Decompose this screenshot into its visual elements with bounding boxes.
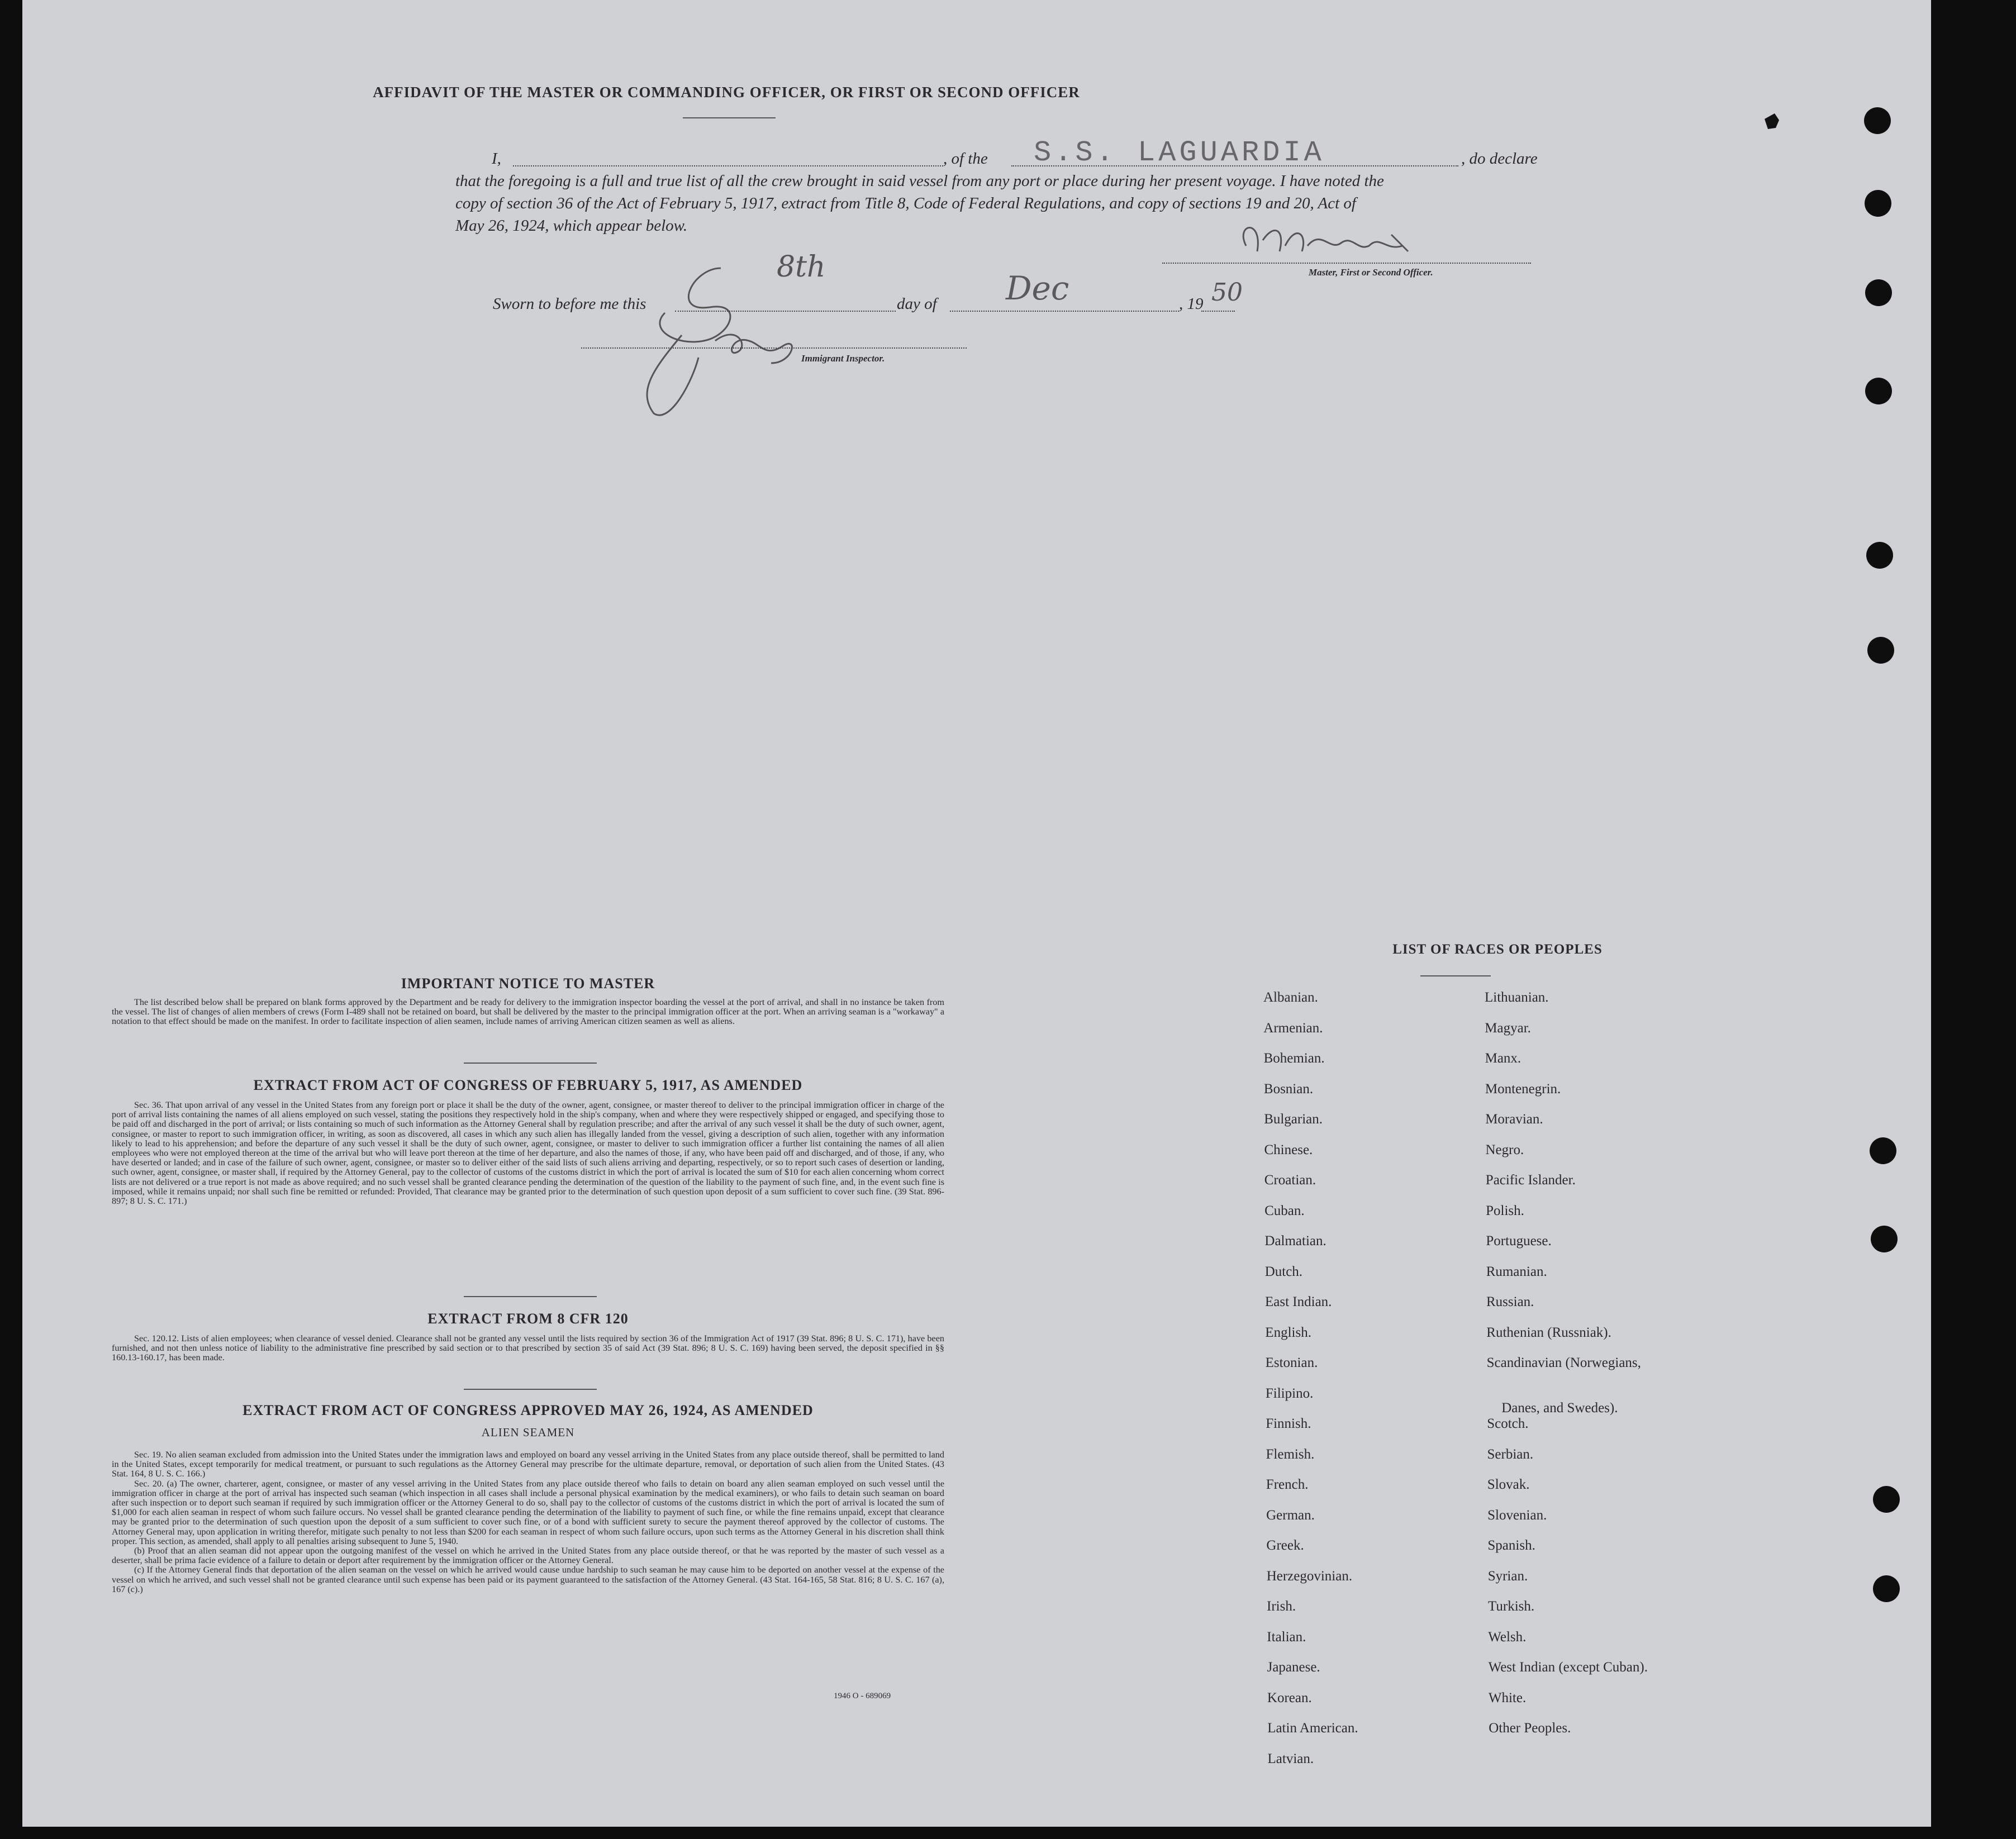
notice-text: [112, 998, 944, 1027]
race-item: East Indian.: [1265, 1294, 1332, 1309]
punch-hole: [1870, 1137, 1896, 1164]
master-signature-line: [1162, 263, 1531, 264]
punch-hole: [1866, 542, 1893, 569]
extract-1924-title: EXTRACT FROM ACT OF CONGRESS APPROVED MAY 26, 1924, AS AMENDED: [243, 1402, 814, 1418]
year-handwritten: 50: [1211, 278, 1243, 307]
punch-hole: [1873, 1575, 1900, 1602]
race-item: Ruthenian (Russniak).: [1486, 1325, 1611, 1340]
race-item: White.: [1488, 1690, 1527, 1705]
race-item: Japanese.: [1267, 1660, 1320, 1675]
extract-cfr-paragraph: Sec. 120.12. Lists of alien employees; when clearance of vessel denied. Clearance shall not be granted any vessel until the lists required by section 36 of the Immigration Act of 1917 (39 Stat. 896; 8 U. S. C. 171), have been furnished, and not then unless notice of liability to the administrative fine prescribed by said section or to that prescribed by section 35 of said Act (39 Stat. 896; 8 U. S. C. 169) having been served, the deposit specified in §§ 160.13-160.17, has been made.: [112, 1333, 944, 1363]
extract-cfr-text: [112, 1334, 944, 1363]
month-line: [950, 311, 1179, 312]
section-rule: [464, 1389, 597, 1390]
month-handwritten: Dec: [1006, 269, 1069, 307]
race-item: Armenian.: [1263, 1020, 1323, 1036]
race-item: Cuban.: [1264, 1203, 1305, 1218]
punch-hole: [1867, 637, 1894, 664]
punch-hole: [1865, 378, 1892, 404]
race-item: Albanian.: [1263, 990, 1318, 1005]
race-item: Danes, and Swedes).: [1501, 1400, 1618, 1416]
affidavit-body-line-2: copy of section 36 of the Act of February 5, 1917, extract from Title 8, Code of Federal Regulations, and copy of sections 19 and 20, Act of: [455, 194, 1356, 212]
race-item: Scotch.: [1487, 1416, 1529, 1431]
race-item: Portuguese.: [1486, 1233, 1552, 1249]
vessel-name-stamp: S.S. LAGUARDIA: [1034, 136, 1325, 169]
race-item: Bulgarian.: [1264, 1112, 1323, 1127]
print-code: 1946 O - 689069: [834, 1692, 891, 1700]
year-prefix: , 19: [1179, 295, 1204, 313]
race-item: French.: [1266, 1477, 1309, 1492]
race-item: Latin American.: [1267, 1721, 1358, 1736]
race-item: Croatian.: [1264, 1173, 1316, 1188]
punch-hole: [1865, 279, 1892, 306]
notice-title: IMPORTANT NOTICE TO MASTER: [401, 975, 655, 992]
race-item: Slovak.: [1487, 1477, 1530, 1492]
race-item: English.: [1265, 1325, 1311, 1340]
race-item: Chinese.: [1264, 1142, 1313, 1157]
race-item: Serbian.: [1487, 1446, 1534, 1462]
extract-cfr-title: EXTRACT FROM 8 CFR 120: [427, 1311, 629, 1327]
extract-1917-title: EXTRACT FROM ACT OF CONGRESS OF FEBRUARY 5, 1917, AS AMENDED: [253, 1077, 803, 1093]
race-item: Spanish.: [1487, 1538, 1535, 1553]
of-the-label: , of the: [943, 150, 988, 168]
race-item: Filipino.: [1265, 1385, 1314, 1401]
year-line: [1201, 311, 1235, 312]
section-19-paragraph: Sec. 19. No alien seaman excluded from admission into the United States under the immigration laws and employed on board any vessel arriving in the United States from any place outside thereof, shall be permitted to land in the United States, except temporarily for medical treatment, or pursuant to such regulations as the Attorney General may prescribe for the ultimate departure, removal, or deportation of such alien from the United States. (43 Stat. 164, 8 U. S. C. 166.): [112, 1450, 944, 1479]
races-title: LIST OF RACES OR PEOPLES: [1392, 942, 1603, 957]
sworn-day-handwritten: 8th: [777, 250, 826, 284]
race-item: Herzegovinian.: [1266, 1568, 1353, 1584]
section-20c-paragraph: (c) If the Attorney General finds that deportation of the alien seaman on the vessel on which he arrived would cause undue hardship to such seaman he may cause him to be deported on another vessel at the expense of the vessel on which he arrived, and such vessel shall not be granted clearance until such expense has been paid or its payment guaranteed to the satisfaction of the Attorney General. (43 Stat. 164-165, 58 Stat. 816; 8 U. S. C. 167 (a), 167 (c).): [112, 1565, 944, 1594]
race-item: Polish.: [1486, 1203, 1524, 1218]
race-item: Negro.: [1485, 1142, 1524, 1157]
punch-hole: [1865, 190, 1891, 217]
inspector-signature: [615, 246, 849, 425]
extract-1917-paragraph: Sec. 36. That upon arrival of any vessel in the United States from any foreign port or place it shall be the duty of the owner, agent, consignee, or master thereof to deliver to the principal immigration officer in charge of the port of arrival lists containing the names of all aliens employed on such vessel, stating the positions they respectively hold in the ship's company, when and where they were respectively shipped or engaged, and specifying those to be paid off and discharged in the port of arrival; or lists containing so much of such information as the Attorney General shall by regulation prescribe; and after the arrival of any such vessel it shall be the duty of such owner, agent, consignee, or master to report to such immigration officer, in writing, as soon as discovered, all cases in which any such alien has illegally landed from the vessel, giving a description of such alien, together with any information likely to lead to his apprehension; and before the departure of any such vessel it shall be the duty of such owner, agent, consignee, or master to deliver to such immigration officer a further list containing the names of all alien employees who were not employed thereon at the time of the arrival but who will leave port thereon at the time of her departure, and also the names of those, if any, who have been paid off and discharged, and of those, if any, who have deserted or landed; and in case of the failure of such owner, agent, consignee, or master so to deliver either of the said lists of such aliens arriving and departing, respectively, or so to report such cases of desertion or landing, such owner, agent, consignee, or master shall, if required by the Attorney General, pay to the collector of customs of the customs district in which the port of arrival is located the sum of $10 for each alien concerning whom correct lists are not delivered or a true report is not made as above required; and no such vessel shall be granted clearance pending the determination of the question of the liability to the payment of such fine, and, in the event such fine is imposed, while it remains unpaid; nor shall such fine be remitted or refunded: Provided, That clearance may be granted prior to the determination of such question upon deposit of a sum sufficient to cover such fine. (39 Stat. 896-897; 8 U. S. C. 171.): [112, 1100, 944, 1207]
race-item: West Indian (except Cuban).: [1488, 1660, 1648, 1675]
document-page: [22, 0, 1931, 1827]
sworn-label: Sworn to before me this: [493, 295, 646, 313]
race-item: Finnish.: [1266, 1416, 1311, 1431]
section-rule: [464, 1063, 597, 1064]
race-item: Lithuanian.: [1485, 990, 1549, 1005]
race-item: Latvian.: [1267, 1751, 1314, 1766]
extract-1924-text: [112, 1450, 944, 1594]
race-item: Estonian.: [1265, 1355, 1318, 1370]
race-item: Magyar.: [1485, 1020, 1531, 1036]
punch-hole: [1873, 1486, 1900, 1513]
race-item: Slovenian.: [1487, 1507, 1547, 1523]
race-item: Syrian.: [1487, 1568, 1528, 1584]
race-item: Manx.: [1485, 1051, 1521, 1066]
race-item: Scandinavian (Norwegians,: [1486, 1355, 1641, 1370]
race-item: German.: [1266, 1507, 1315, 1523]
race-item: Montenegrin.: [1485, 1081, 1561, 1097]
race-item: Russian.: [1486, 1294, 1534, 1309]
master-signature: [1224, 212, 1458, 274]
race-item: Moravian.: [1485, 1112, 1543, 1127]
race-item: Bosnian.: [1263, 1081, 1314, 1097]
race-item: Pacific Islander.: [1485, 1173, 1576, 1188]
affidavit-body-line-1: that the foregoing is a full and true list of all the crew brought in said vessel from any port or place during her present voyage. I have noted the: [455, 172, 1384, 190]
affidavit-title: AFFIDAVIT OF THE MASTER OR COMMANDING OFFICER, OR FIRST OR SECOND OFFICER: [373, 84, 1080, 101]
day-of-label: day of: [897, 295, 937, 313]
affiant-name-line: [513, 165, 943, 166]
race-item: Dutch.: [1264, 1264, 1303, 1279]
extract-1924-subtitle: ALIEN SEAMEN: [481, 1426, 575, 1439]
punch-hole: [1871, 1226, 1898, 1252]
notice-paragraph: The list described below shall be prepared on blank forms approved by the Department and be ready for delivery to the immigration inspector boarding the vessel at the port of arrival, and shall in no instance be taken from the vessel. The list of changes of alien members of crews (Form I-489 shall not be retained on board, but shall be delivered by the master to the principal immigration officer at the port. When an arriving seaman is a "workaway" a notation to that effect should be made on the manifest. In order to facilitate inspection of alien seamen, include names of arriving American citizen seamen as well as aliens.: [112, 997, 944, 1027]
inspector-signature-line: [581, 347, 967, 349]
extract-1917-text: [112, 1100, 944, 1206]
race-item: Other Peoples.: [1489, 1721, 1571, 1736]
master-caption: Master, First or Second Officer.: [1309, 267, 1433, 278]
race-item: Italian.: [1267, 1629, 1306, 1645]
section-20a-paragraph: Sec. 20. (a) The owner, charterer, agent, consignee, or master of any vessel arriving in the United States from any place outside thereof who fails to detain on board any alien seaman employed on such vessel until the immigration officer in charge at the port of arrival has inspected such seaman (which inspection in all cases shall include a personal physical examination by the medical examiners), or who fails to detain such seaman on board after such inspection or to deport such seaman if required by such immigration officer or the Attorney General to do so, shall pay to the collector of customs of the customs district in which the port of arrival is located the sum of $1,000 for each alien seaman in respect of whom such failure occurs. No vessel shall be granted clearance pending the determination of the liability to payment of such fine, or while the fine remains unpaid, except that clearance may be granted prior to the determination of such question upon the deposit of a sum sufficient to cover such fine, or of a bond with sufficient surety to secure the payment thereof approved by the collector of customs. The Attorney General may, upon application in writing therefor, mitigate such penalty to not less than $200 for each seaman in respect of whom such failure occurs, upon such terms as the Attorney General in his discretion shall think proper. This section, as amended, shall apply to all penalties arising subsequent to June 5, 1940.: [112, 1478, 944, 1546]
affiant-label: I,: [492, 150, 501, 168]
race-item: Welsh.: [1488, 1629, 1527, 1645]
punch-hole: [1864, 107, 1891, 134]
section-rule: [464, 1296, 597, 1297]
race-item: Korean.: [1267, 1690, 1312, 1705]
race-item: Flemish.: [1266, 1446, 1315, 1462]
race-item: Turkish.: [1488, 1599, 1535, 1614]
affidavit-body-line-3: May 26, 1924, which appear below.: [455, 217, 688, 235]
race-item: Dalmatian.: [1264, 1233, 1326, 1249]
race-item: Greek.: [1266, 1538, 1304, 1553]
race-item: Irish.: [1267, 1599, 1296, 1614]
inspector-caption: Immigrant Inspector.: [801, 353, 885, 364]
race-item: Rumanian.: [1486, 1264, 1547, 1279]
title-rule: [683, 117, 776, 118]
races-title-rule: [1420, 975, 1491, 976]
section-20b-paragraph: (b) Proof that an alien seaman did not appear upon the outgoing manifest of the vessel on which he arrived in the United States from any place outside thereof, or that he was reported by the master of such vessel as a deserter, shall be prima facie evidence of a failure to detain or deport after requirement by the immigration officer or the Attorney General.: [112, 1546, 944, 1566]
race-item: Bohemian.: [1263, 1051, 1325, 1066]
ink-blot: [1760, 109, 1788, 148]
do-declare-label: , do declare: [1461, 150, 1538, 168]
